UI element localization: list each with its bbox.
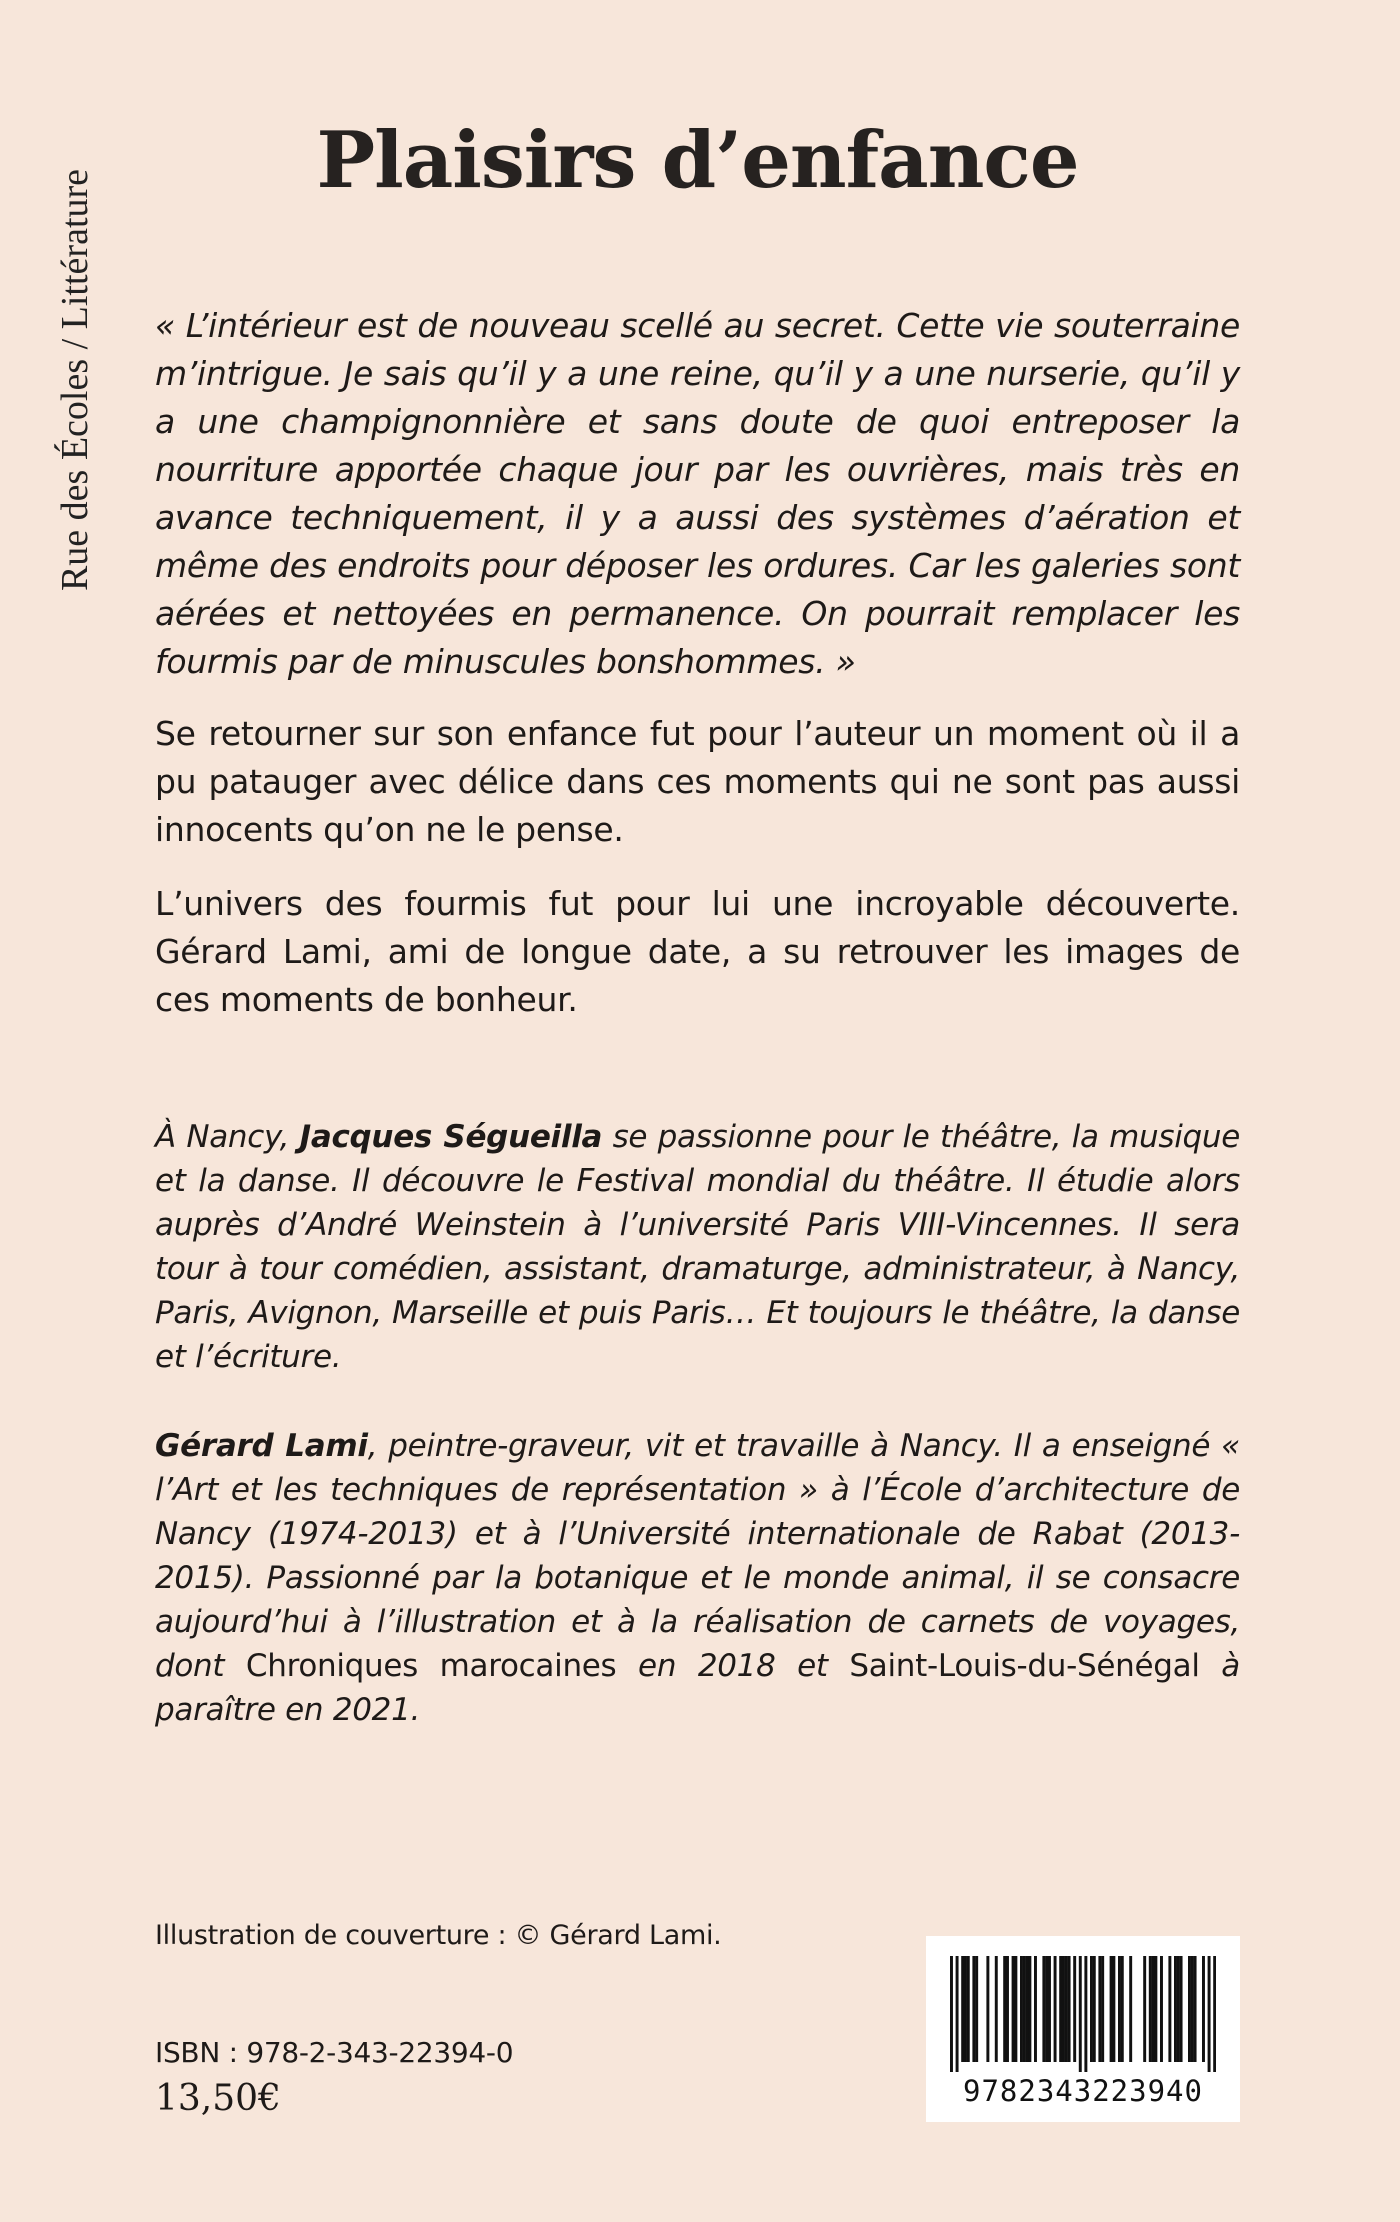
price: 13,50€ (155, 2078, 281, 2119)
series-title: Rue des Écoles / Littérature (54, 168, 96, 592)
barcode-bar (1110, 1956, 1113, 2062)
barcode-bar (1006, 1956, 1009, 2062)
barcode-bar (1003, 1956, 1006, 2062)
barcode-bar (1073, 1956, 1076, 2062)
barcode-bar (1023, 1956, 1026, 2062)
barcode-bar (1093, 1956, 1096, 2062)
barcode-bar (1101, 1956, 1104, 2062)
barcode-bar (1012, 1956, 1015, 2062)
bio-prefix: À Nancy, (155, 1119, 300, 1155)
barcode-bar (1152, 1956, 1155, 2062)
barcode-bar (1054, 1956, 1057, 2062)
barcode-bar (975, 1956, 978, 2062)
barcode-bar (1118, 1956, 1121, 2062)
barcode-bar (1026, 1956, 1029, 2062)
barcode-bar (1202, 1956, 1205, 2062)
barcode-bar (1042, 1956, 1045, 2062)
summary-paragraph-2: L’univers des fourmis fut pour lui une incroyable découverte. Gérard Lami, ami de longue date, a su retrouver les images de ces moments de bonheur. (155, 884, 1240, 1019)
author-name: Jacques Ségueilla (299, 1119, 603, 1155)
book-title-saint-louis: Saint-Louis-du-Sénégal (849, 1648, 1200, 1684)
barcode-bar (967, 1956, 970, 2062)
spine-label (40, 130, 110, 630)
barcode-bar (1090, 1956, 1093, 2062)
barcode-bar (1112, 1956, 1115, 2062)
illustrator-name: Gérard Lami (155, 1428, 368, 1464)
barcode-bar (1034, 1956, 1037, 2062)
barcode-bar (1168, 1956, 1171, 2062)
barcode-bar (1028, 1956, 1031, 2062)
barcode (926, 1936, 1240, 2122)
barcode-bar (1062, 1956, 1065, 2062)
barcode-bar (1154, 1956, 1157, 2062)
barcode-bar (1188, 1956, 1191, 2062)
barcode-bar (950, 1956, 953, 2072)
barcode-bar (1191, 1956, 1194, 2062)
illustrator-bio-text-3: à paraître en 2021. (155, 1648, 1240, 1728)
illustrator-bio-text-2: en 2018 et (616, 1648, 850, 1684)
barcode-bar (1129, 1956, 1132, 2062)
barcode-bar (1180, 1956, 1183, 2062)
author-bio (155, 1115, 1240, 1379)
barcode-bar (1084, 1956, 1087, 2072)
barcode-bar (1174, 1956, 1177, 2062)
barcode-bar (1020, 1956, 1023, 2062)
barcode-bar (1079, 1956, 1082, 2072)
barcode-bar (995, 1956, 998, 2062)
barcode-bar (1059, 1956, 1062, 2062)
illustrator-bio (155, 1424, 1240, 1732)
barcode-bar (1149, 1956, 1152, 2062)
summary-paragraph-1: Se retourner sur son enfance fut pour l’auteur un moment où il a pu patauger avec délice dans ces moments qui ne sont pas aussi innocents qu’on ne le pense. (155, 714, 1240, 849)
barcode-bar (1068, 1956, 1071, 2062)
barcode-bar (964, 1956, 967, 2062)
barcode-bar (956, 1956, 959, 2072)
cover-credit: Illustration de couverture : © Gérard Lami. (155, 1920, 722, 1951)
book-title: Plaisirs d’enfance (316, 115, 1079, 206)
barcode-bar (986, 1956, 989, 2062)
isbn: ISBN : 978-2-343-22394-0 (155, 2036, 514, 2069)
barcode-bar (1098, 1956, 1101, 2062)
barcode-digits: 9782343223940 (963, 2074, 1203, 2108)
excerpt-quote: « L’intérieur est de nouveau scellé au secret. Cette vie souterraine m’intrigue. Je sais qu’il y a une reine, qu’il y a une nurserie, qu’il y a une champignonnière et sans doute de quoi entreposer la nourriture apportée chaque jour par les ouvrières, mais très en avance techniquement, il y a aussi des systèmes d’aération et même des endroits pour déposer les ordures. Car les galeries sont aérées et nettoyées en permanence. On pourrait remplacer les fourmis par de minuscules bonshommes. » (155, 306, 1240, 681)
barcode-bar (1208, 1956, 1211, 2072)
barcode-bar (1177, 1956, 1180, 2062)
barcode-bar (1045, 1956, 1048, 2062)
barcode-bar (1143, 1956, 1146, 2062)
barcode-bar (1014, 1956, 1017, 2062)
barcode-bar (1048, 1956, 1051, 2062)
barcode-bar (1065, 1956, 1068, 2062)
barcode-bar (961, 1956, 964, 2062)
barcode-bar (1194, 1956, 1197, 2062)
author-bio-text: se passionne pour le théâtre, la musique et la danse. Il découvre le Festival mondial du théâtre. Il étudie alors auprès d’André Weinstein à l’université Paris VIII-Vincennes. Il sera tour à tour comédien, assistant, dramaturge, administrateur, à Nancy, Paris, Avignon, Marseille et puis Paris… Et toujours le théâtre, la danse et l’écriture. (155, 1119, 1240, 1375)
illustrator-bio-text: , peintre-graveur, vit et travaille à Nancy. Il a enseigné « l’Art et les techniques de représentation » à l’École d’architecture de Nancy (1974-2013) et à l’Université internationale de Rabat (2013-2015). Passionné par la botanique et le monde animal, il se consacre aujourd’hui à l’illustration et à la réalisation de carnets de voyages, dont (155, 1428, 1241, 1684)
barcode-bars (950, 1956, 1216, 2072)
book-title-chroniques: Chroniques marocaines (245, 1648, 617, 1684)
barcode-bar (1121, 1956, 1124, 2062)
barcode-bar (1160, 1956, 1163, 2062)
barcode-bar (972, 1956, 975, 2062)
barcode-bar (1213, 1956, 1216, 2072)
